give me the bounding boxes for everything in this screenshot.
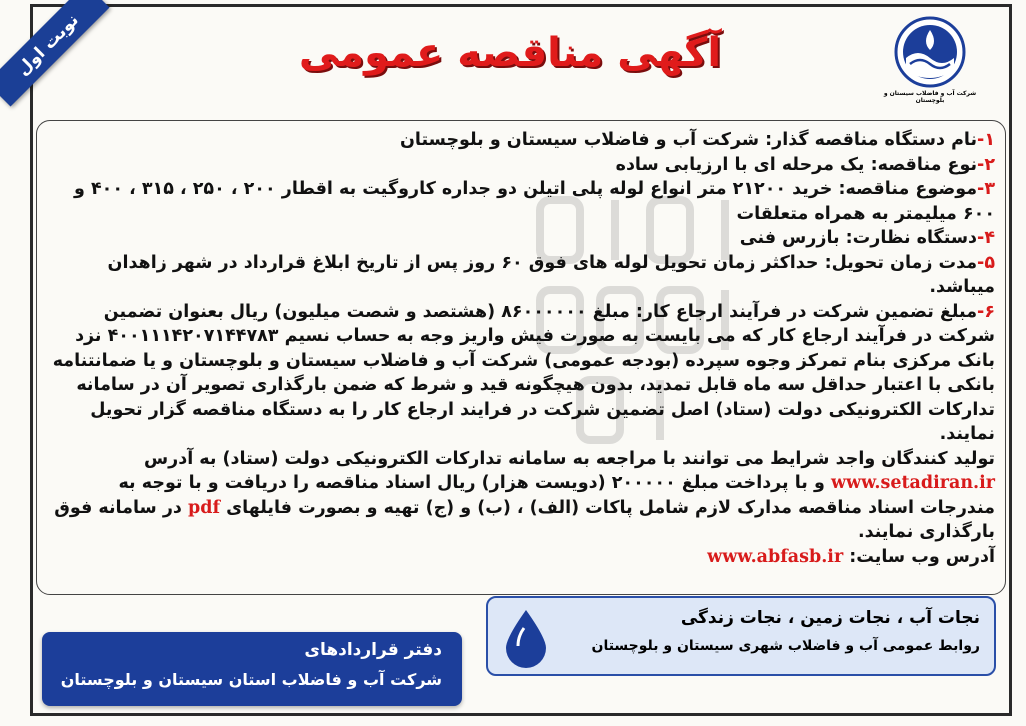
item-1: ۱-نام دستگاه مناقصه گذار: شرکت آب و فاضلاب سیستان و بلوچستان: [399, 130, 995, 150]
website-line: آدرس وب سایت: www.abfasb.ir: [707, 546, 995, 567]
contracts-office-title: دفتر قراردادهای: [304, 640, 442, 660]
corner-ribbon: نوبت اول: [0, 0, 110, 107]
item-3: ۳-موضوع مناقصه: خرید ۲۱۲۰۰ متر انواع لوله پلی اتیلن دو جداره کاروگیت به اقطار ۲۰۰ ، ۲۵۰ ، ۳۱۵ ، ۴۰۰ و ۶۰۰ میلیمتر به همراه متعلقات: [73, 179, 995, 224]
company-name: شرکت آب و فاضلاب استان سیستان و بلوچستان: [60, 670, 442, 689]
slogan: نجات آب ، نجات زمین ، نجات زندگی: [680, 608, 980, 628]
closing-paragraph: تولید کنندگان واجد شرایط می توانند با مراجعه به سامانه تدارکات الکترونیکی دولت (ستاد) به آدرس www.setadiran.ir و با پرداخت مبلغ ۲۰۰۰۰۰ (دویست هزار) ریال اسناد مناقصه را دریافت و با توجه به مندرجات اسناد مناقصه مدارک لازم شامل پاکات (الف) ، (ب) و (ج) تهیه و بصورت فایلهای pdf در سامانه فوق بارگذاری نمایند.: [54, 448, 995, 542]
logo-caption: شرکت آب و فاضلاب سیستان و بلوچستان: [883, 90, 977, 104]
setadiran-link[interactable]: www.setadiran.ir: [830, 473, 995, 493]
item-6: ۶-مبلغ تضمین شرکت در فرآیند ارجاع کار: مبلغ ۸۶۰۰۰۰۰۰ (هشتصد و شصت میلیون) ریال بعنوان تضمین شرکت در فرآیند ارجاع کار که می بایست به صورت فیش واریز وجه به حساب نسیم ۴۰۰۱۱۱۴۲۰۷۱۴۴۷۸۳ نزد بانک مرکزی بنام تمرکز وجوه سپرده (بودجه عمومی) شرکت آب و فاضلاب سیستان و بلوچستان و یا ضمانتنامه بانکی با اعتبار حداقل سه ماه قابل تمدید، بدون هیچگونه قید و شرط که ضمن بارگذاری تصویر آن در سامانه تدارکات الکترونیکی دولت (ستاد) اصل تضمین شرکت در فرایند ارجاع کار را به دستگاه مناقصه گزار تحویل نمایند.: [52, 301, 995, 444]
water-company-logo-icon: [870, 14, 990, 94]
abfasb-link[interactable]: www.abfasb.ir: [707, 546, 844, 567]
item-4: ۴-دستگاه نظارت: بازرس فنی: [739, 228, 995, 248]
item-2: ۲-نوع مناقصه: یک مرحله ای با ارزیابی ساده: [615, 154, 995, 175]
public-relations-box: [486, 596, 996, 676]
public-relations-dept: روابط عمومی آب و فاضلاب شهری سیستان و بلوچستان: [591, 638, 980, 654]
pdf-label: pdf: [187, 497, 220, 518]
item-5: ۵-مدت زمان تحویل: حداکثر زمان تحویل لوله های فوق ۶۰ روز پس از تاریخ ابلاغ قرارداد در شهر زاهدان میباشد.: [107, 252, 995, 297]
contracts-office-box: [42, 632, 462, 706]
notice-body: [50, 128, 995, 569]
notice-title: آگهی مناقصه عمومی: [298, 30, 722, 76]
company-logo: [870, 14, 990, 104]
water-drop-icon: [500, 608, 552, 670]
